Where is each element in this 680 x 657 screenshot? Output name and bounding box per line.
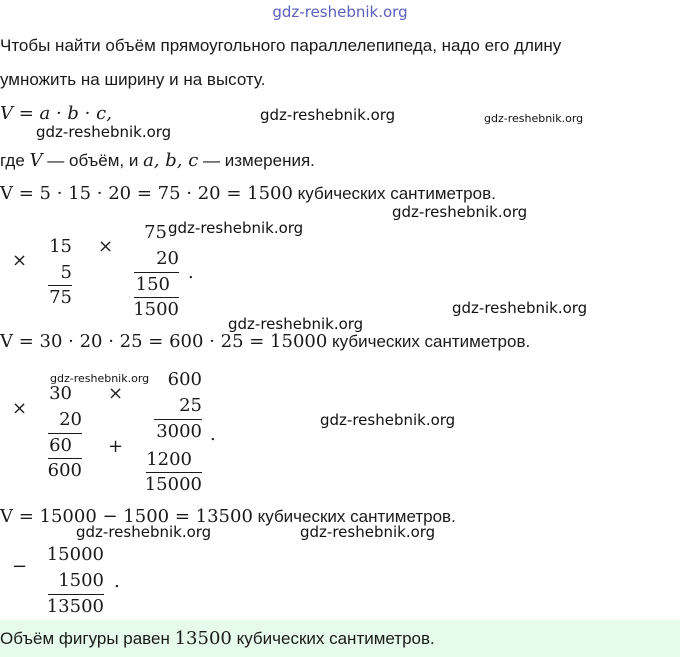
col4-a: 600 — [167, 369, 202, 390]
col5-b: 1500 — [58, 570, 104, 591]
col1-rule — [48, 285, 72, 286]
answer-text — [0, 628, 435, 649]
col3-p1: 60 — [49, 435, 72, 456]
watermark-11: gdz-reshebnik.org — [300, 523, 436, 541]
col3-r: 600 — [47, 460, 82, 481]
col2-rule-1 — [134, 272, 179, 273]
col4-b: 25 — [179, 395, 202, 416]
col5-a: 15000 — [46, 544, 104, 565]
watermark-7: gdz-reshebnik.org — [228, 315, 364, 333]
watermark-1: gdz-reshebnik.org — [260, 106, 396, 124]
col5-dot: . — [114, 571, 120, 592]
col1-a: 15 — [49, 236, 72, 257]
watermark-9: gdz-reshebnik.org — [320, 411, 456, 429]
col3-b: 20 — [59, 409, 82, 430]
answer-banner — [0, 620, 680, 657]
site-watermark-header: gdz-reshebnik.org — [272, 3, 408, 21]
watermark-8: gdz-reshebnik.org — [50, 372, 150, 385]
calc-2-math: V = 30 · 20 · 25 = 600 · 25 = 15000 — [0, 331, 328, 352]
col4-times: × — [108, 383, 124, 404]
watermark-2: gdz-reshebnik.org — [484, 112, 584, 125]
watermark-3: gdz-reshebnik.org — [36, 123, 172, 141]
answer-pre: Объём фигуры равен — [0, 629, 175, 648]
where-mid: — объём, и — [42, 151, 144, 170]
volume-formula: V = a · b · c, — [0, 103, 112, 124]
where-line — [0, 150, 315, 171]
col1-b: 5 — [60, 262, 72, 283]
where-pre: где — [0, 151, 30, 170]
col1-times: × — [12, 250, 28, 271]
col4-rule-1 — [154, 419, 202, 420]
col4-p2: 1200 — [146, 449, 192, 470]
col4-p1: 3000 — [156, 421, 202, 442]
col3-times: × — [12, 398, 28, 419]
col4-r: 15000 — [144, 474, 202, 495]
col2-p1: 150 — [135, 274, 170, 295]
col4-plus: + — [108, 436, 124, 457]
col2-dot: . — [188, 262, 194, 283]
where-vars: a, b, c — [143, 150, 199, 171]
col5-r: 13500 — [46, 596, 104, 617]
calc-1-math: V = 5 · 15 · 20 = 75 · 20 = 1500 — [0, 183, 293, 204]
calc-2-unit: кубических сантиметров. — [327, 332, 531, 351]
col1-r: 75 — [49, 287, 72, 308]
col2-times: × — [98, 236, 114, 257]
col2-a: 75 — [144, 222, 167, 243]
paragraph-line-2: умножить на ширину и на высоту. — [0, 70, 266, 89]
calc-3-math: V = 15000 − 1500 = 13500 — [0, 506, 253, 527]
watermark-4: gdz-reshebnik.org — [392, 203, 528, 221]
col3-a: 30 — [49, 383, 72, 404]
watermark-6: gdz-reshebnik.org — [452, 299, 588, 317]
col3-rule-2 — [48, 458, 82, 459]
watermark-5: gdz-reshebnik.org — [168, 219, 304, 237]
col4-rule-2 — [146, 472, 202, 473]
calc-line-1 — [0, 183, 496, 204]
col2-rule-2 — [134, 297, 179, 298]
watermark-10: gdz-reshebnik.org — [76, 523, 212, 541]
where-post: — измерения. — [198, 151, 315, 170]
col5-rule — [48, 594, 104, 595]
paragraph-line-1: Чтобы найти объём прямоугольного параллелепипеда, надо его длину — [0, 36, 562, 55]
calc-3-unit: кубических сантиметров. — [252, 507, 456, 526]
calc-1-unit: кубических сантиметров. — [292, 184, 496, 203]
col2-r: 1500 — [133, 299, 179, 320]
calc-line-2 — [0, 331, 530, 352]
col2-b: 20 — [156, 248, 179, 269]
answer-number: 13500 — [174, 628, 232, 649]
col5-minus: − — [12, 556, 28, 577]
answer-post: кубических сантиметров. — [231, 629, 435, 648]
col3-rule-1 — [48, 433, 82, 434]
col4-dot: . — [210, 424, 216, 445]
where-V: V — [29, 150, 43, 171]
